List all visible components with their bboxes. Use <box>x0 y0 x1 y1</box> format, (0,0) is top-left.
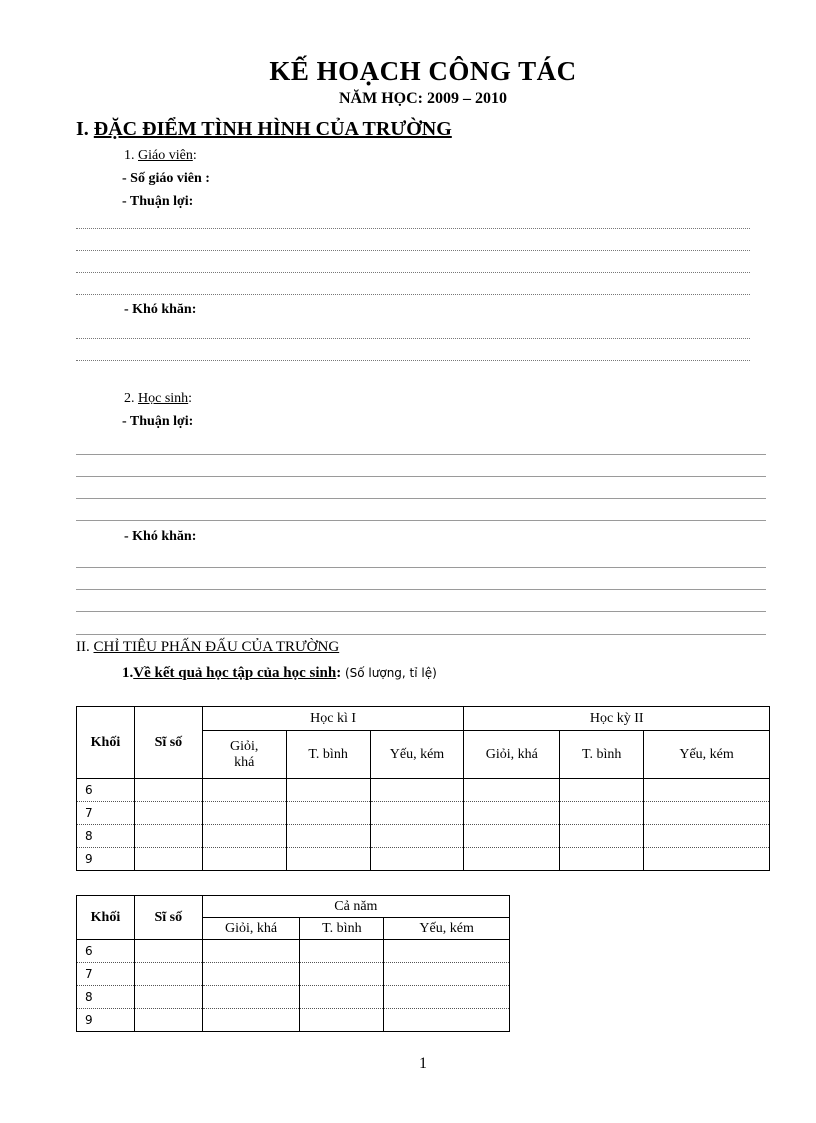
study-results-number: 1. <box>122 665 134 681</box>
teacher-count-label: - Số giáo viên : <box>122 171 210 186</box>
grade-cell: 9 <box>77 848 135 871</box>
table-row <box>77 825 770 848</box>
fill-line <box>76 250 750 251</box>
header-tb-1: T. bình <box>286 731 370 779</box>
semester-results-table <box>76 706 770 871</box>
table-row <box>77 963 510 986</box>
section-1-number: I. <box>76 118 89 140</box>
fill-line <box>76 589 766 590</box>
teacher-number: 1. <box>124 148 135 163</box>
study-results-heading: 1.Về kết quả học tập của học sinh: (Số lượng, tỉ lệ) <box>122 665 437 681</box>
teacher-heading: 1. Giáo viên: <box>124 148 197 163</box>
header-si-so: Sĩ số <box>134 896 202 940</box>
grade-cell: 7 <box>77 963 135 986</box>
table-row <box>77 802 770 825</box>
grade-cell: 8 <box>77 825 135 848</box>
teacher-title: Giáo viên <box>138 148 193 163</box>
header-yeu-1: Yếu, kém <box>370 731 464 779</box>
header-khoi: Khối <box>77 707 135 779</box>
student-difficulties-label: - Khó khăn: <box>124 529 197 544</box>
document-title: KẾ HOẠCH CÔNG TÁC <box>269 56 577 86</box>
table-row <box>77 779 770 802</box>
teacher-advantages-label: - Thuận lợi: <box>122 194 194 209</box>
fill-line <box>76 360 750 361</box>
fill-line <box>76 338 750 339</box>
header-gioi-kha-1: Giỏi, khá <box>202 731 286 779</box>
header-semester-2: Học kỳ II <box>464 707 770 731</box>
section-2-heading <box>76 639 339 656</box>
header-semester-1: Học kì I <box>202 707 464 731</box>
header-yeu-2: Yếu, kém <box>644 731 770 779</box>
fill-line <box>76 454 766 455</box>
teacher-difficulties-label: - Khó khăn: <box>124 302 197 317</box>
student-heading: 2. Học sinh: <box>124 391 193 406</box>
student-title: Học sinh <box>138 391 189 406</box>
header-yeu: Yếu, kém <box>384 918 510 940</box>
fill-line <box>76 272 750 273</box>
header-whole-year: Cả năm <box>202 896 509 918</box>
header-si-so: Sĩ số <box>134 707 202 779</box>
table-row <box>77 1009 510 1032</box>
fill-line <box>76 611 766 612</box>
section-1-heading <box>76 118 452 141</box>
grade-cell: 9 <box>77 1009 135 1032</box>
study-results-note: (Số lượng, tỉ lệ) <box>344 666 437 680</box>
fill-line <box>76 476 766 477</box>
student-number: 2. <box>124 391 135 406</box>
header-tb: T. bình <box>300 918 384 940</box>
fill-line <box>76 634 766 635</box>
grade-cell: 7 <box>77 802 135 825</box>
header-gioi-kha: Giỏi, khá <box>202 918 300 940</box>
grade-cell: 8 <box>77 986 135 1009</box>
fill-line <box>76 498 766 499</box>
student-advantages-label: - Thuận lợi: <box>122 414 194 429</box>
fill-line <box>76 228 750 229</box>
section-2-number: II. <box>76 639 90 655</box>
annual-results-table <box>76 895 510 1032</box>
section-2-title: CHỈ TIÊU PHẤN ĐẤU CỦA TRƯỜNG <box>93 639 340 655</box>
school-year: NĂM HỌC: 2009 – 2010 <box>339 90 507 107</box>
header-khoi: Khối <box>77 896 135 940</box>
header-gioi-kha-2: Giỏi, khá <box>464 731 560 779</box>
grade-cell: 6 <box>77 940 135 963</box>
study-results-title: Về kết quả học tập của học sinh <box>133 665 337 681</box>
fill-line <box>76 567 766 568</box>
page-number: 1 <box>419 1055 427 1072</box>
section-1-title: ĐẶC ĐIỂM TÌNH HÌNH CỦA TRƯỜNG <box>93 118 452 140</box>
table-row <box>77 986 510 1009</box>
header-tb-2: T. bình <box>560 731 644 779</box>
grade-cell: 6 <box>77 779 135 802</box>
table-row <box>77 848 770 871</box>
fill-line <box>76 520 766 521</box>
fill-line <box>76 294 750 295</box>
table-row <box>77 940 510 963</box>
